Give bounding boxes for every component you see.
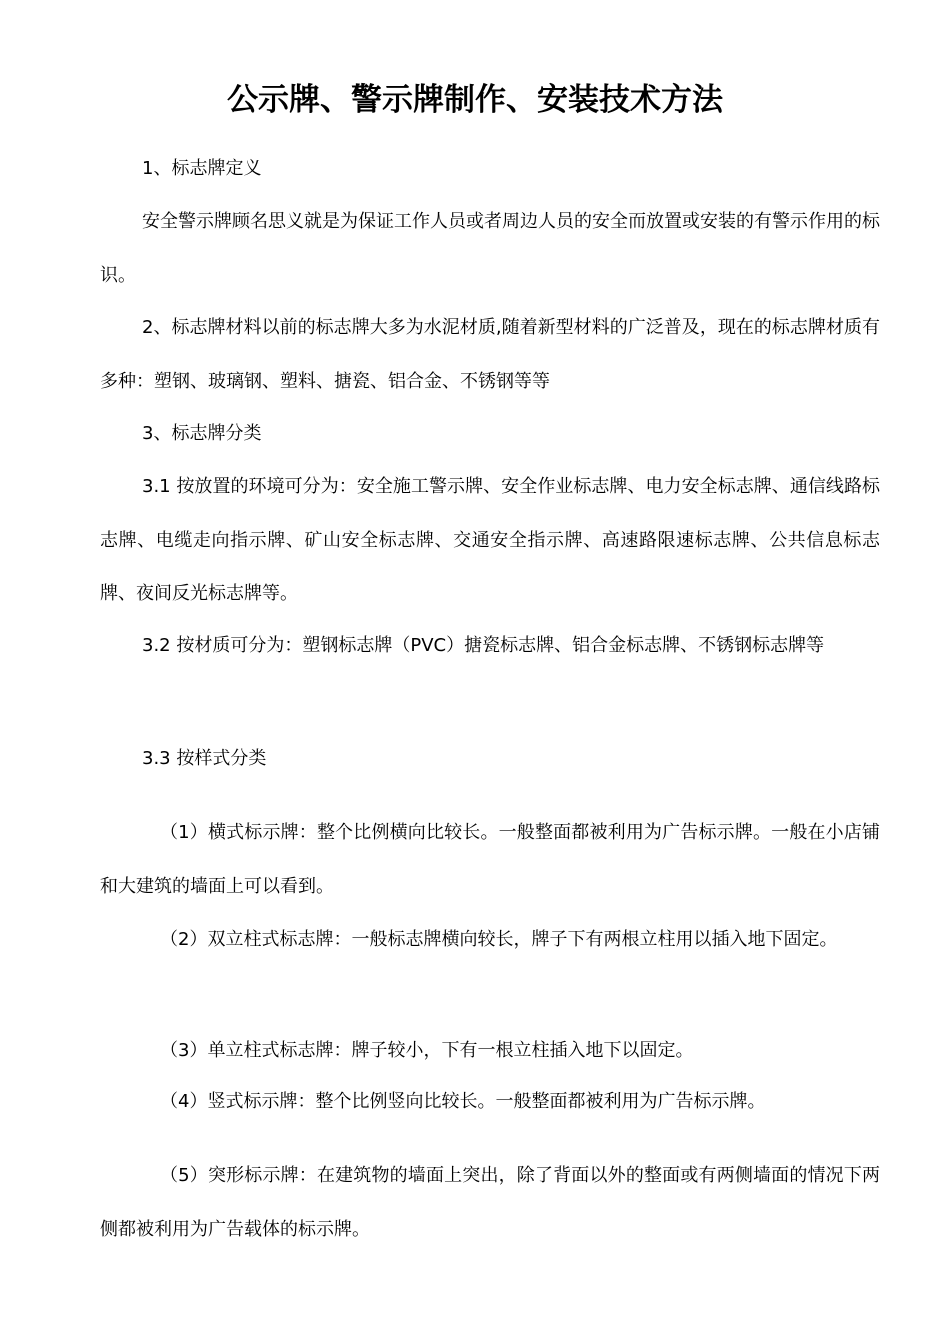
paragraph-2-materials: 2、标志牌材料以前的标志牌大多为水泥材质,随着新型材料的广泛普及，现在的标志牌材质有多种：塑钢、玻璃钢、塑料、搪瓷、铝合金、不锈钢等等: [100, 317, 880, 392]
paragraph-3-3-style: 3.3 按样式分类: [142, 748, 267, 769]
paragraph-1-body: 安全警示牌顾名思义就是为保证工作人员或者周边人员的安全而放置或安装的有警示作用的标识。: [100, 211, 880, 286]
list-item-5: （5）突形标示牌：在建筑物的墙面上突出，除了背面以外的整面或有两侧墙面的情况下两侧都被利用为广告载体的标示牌。: [100, 1165, 880, 1240]
paragraph-3-2-material: 3.2 按材质可分为：塑钢标志牌（PVC）搪瓷标志牌、铝合金标志牌、不锈钢标志牌等: [142, 635, 825, 656]
paragraph-3-heading: 3、标志牌分类: [142, 423, 262, 444]
list-item-4: （4）竖式标示牌：整个比例竖向比较长。一般整面都被利用为广告标示牌。: [160, 1091, 766, 1112]
list-item-3: （3）单立柱式标志牌：牌子较小，下有一根立柱插入地下以固定。: [160, 1040, 694, 1061]
list-item-1: （1）横式标示牌：整个比例横向比较长。一般整面都被利用为广告标示牌。一般在小店铺和大建筑的墙面上可以看到。: [100, 822, 880, 897]
paragraph-3-1-environment: 3.1 按放置的环境可分为：安全施工警示牌、安全作业标志牌、电力安全标志牌、通信线路标志牌、电缆走向指示牌、矿山安全标志牌、交通安全指示牌、高速路限速标志牌、公共信息标志牌、夜间反光标志牌等。: [100, 476, 880, 604]
list-item-2: （2）双立柱式标志牌：一般标志牌横向较长，牌子下有两根立柱用以插入地下固定。: [160, 929, 838, 950]
document-title: 公示牌、警示牌制作、安装技术方法: [227, 82, 723, 118]
paragraph-1-heading: 1、标志牌定义: [142, 158, 262, 179]
